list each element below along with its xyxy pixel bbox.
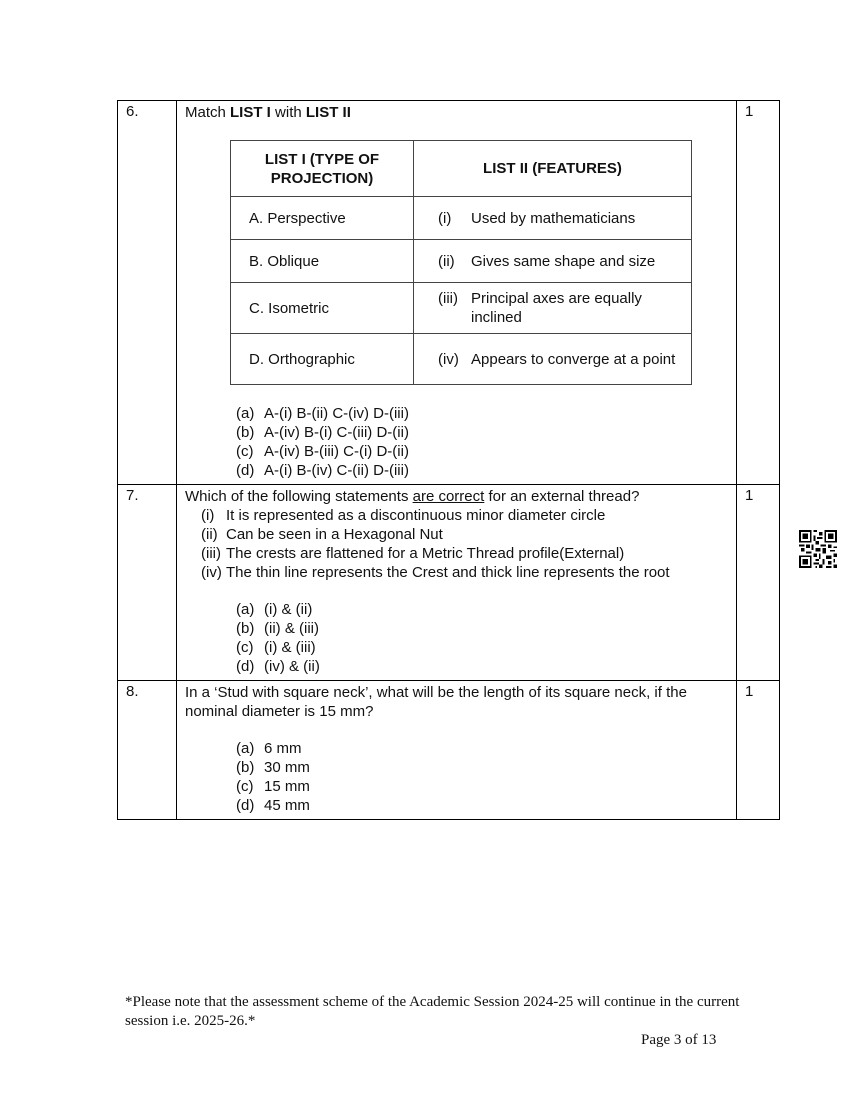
list-ii-numeral: (iii) bbox=[438, 290, 458, 307]
question-marks: 1 bbox=[737, 681, 780, 820]
match-row bbox=[231, 334, 692, 385]
list-ii-numeral: (iv) bbox=[438, 350, 459, 368]
question-marks: 1 bbox=[737, 485, 780, 681]
list-ii-item: Principal axes are equally inclined bbox=[471, 290, 642, 326]
question-prompt: Which of the following statements are correct for an external thread? bbox=[185, 488, 640, 505]
statement: (ii) Can be seen in a Hexagonal Nut bbox=[201, 526, 443, 543]
option: (d) (iv) & (ii) bbox=[236, 658, 320, 675]
qr-code bbox=[799, 530, 837, 568]
option: (a) A-(i) B-(ii) C-(iv) D-(iii) bbox=[236, 405, 409, 422]
option: (b) A-(iv) B-(i) C-(iii) D-(ii) bbox=[236, 424, 409, 441]
match-row bbox=[231, 240, 692, 283]
question-8-body bbox=[177, 681, 737, 820]
option: (c) A-(iv) B-(iii) C-(i) D-(ii) bbox=[236, 443, 409, 460]
question-7-row bbox=[118, 485, 780, 681]
option: (a) 6 mm bbox=[236, 740, 302, 757]
question-number: 6. bbox=[118, 101, 177, 485]
statement-list bbox=[201, 506, 730, 582]
match-row bbox=[231, 283, 692, 334]
question-number: 8. bbox=[118, 681, 177, 820]
list-ii-item: Gives same shape and size bbox=[471, 252, 656, 270]
question-prompt: In a ‘Stud with square neck’, what will be the length of its square neck, if the nominal diameter is 15 mm? bbox=[185, 684, 687, 720]
list-ii-item: Appears to converge at a point bbox=[471, 350, 676, 368]
question-marks: 1 bbox=[737, 101, 780, 485]
option: (c) (i) & (iii) bbox=[236, 639, 316, 656]
question-7-body bbox=[177, 485, 737, 681]
option: (c) 15 mm bbox=[236, 778, 310, 795]
option: (d) A-(i) B-(iv) C-(ii) D-(iii) bbox=[236, 462, 409, 479]
answer-options bbox=[236, 600, 730, 676]
list-i-item: A. Perspective bbox=[231, 197, 414, 240]
question-8-row bbox=[118, 681, 780, 820]
questions-table bbox=[117, 100, 780, 820]
question-6-body bbox=[177, 101, 737, 485]
statement: (iv) The thin line represents the Crest and thick line represents the root bbox=[201, 564, 670, 581]
option: (b) (ii) & (iii) bbox=[236, 620, 319, 637]
match-row bbox=[231, 197, 692, 240]
list-ii-numeral: (ii) bbox=[438, 252, 455, 270]
list-ii-header: LIST II (FEATURES) bbox=[414, 141, 692, 197]
list-ii-item: Used by mathematicians bbox=[471, 209, 636, 227]
list-i-item: C. Isometric bbox=[231, 283, 414, 334]
list-i-item: D. Orthographic bbox=[231, 334, 414, 385]
question-prompt: Match LIST I with LIST II bbox=[185, 104, 351, 121]
assessment-note: *Please note that the assessment scheme of the Academic Session 2024-25 will continue in the current session i.e. 2025-26.* bbox=[125, 994, 740, 1029]
statement: (i) It is represented as a discontinuous minor diameter circle bbox=[201, 507, 606, 524]
question-6-row bbox=[118, 101, 780, 485]
list-ii-numeral: (i) bbox=[438, 209, 452, 227]
option: (b) 30 mm bbox=[236, 759, 310, 776]
option: (a) (i) & (ii) bbox=[236, 601, 313, 618]
answer-options bbox=[236, 404, 730, 480]
match-table bbox=[230, 140, 692, 385]
option: (d) 45 mm bbox=[236, 797, 310, 814]
answer-options bbox=[236, 739, 730, 815]
list-i-item: B. Oblique bbox=[231, 240, 414, 283]
page-number: Page 3 of 13 bbox=[641, 1032, 717, 1048]
question-number: 7. bbox=[118, 485, 177, 681]
list-i-header: LIST I (TYPE OF PROJECTION) bbox=[231, 141, 414, 197]
statement: (iii) The crests are flattened for a Metric Thread profile(External) bbox=[201, 545, 625, 562]
